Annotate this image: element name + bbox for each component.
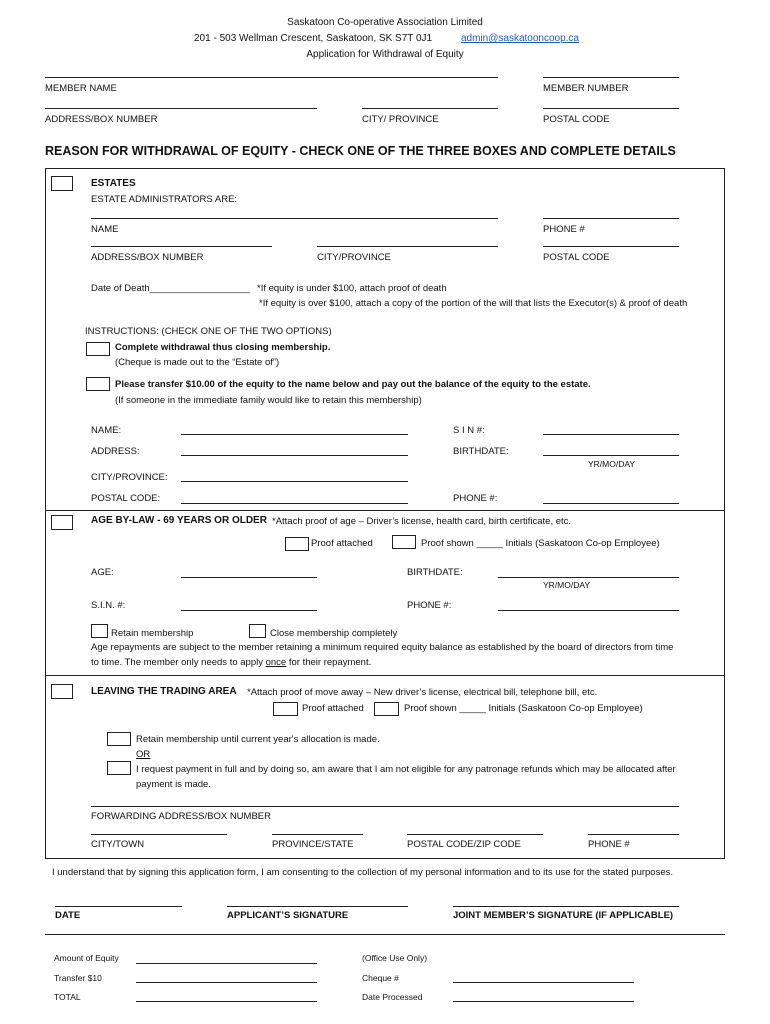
age-sin-line[interactable] [181, 610, 317, 611]
transfer-equity-sub: (If someone in the immediate family would like to retain this membership) [115, 395, 422, 406]
age-repayment-text-2: to time. The member only needs to apply once for their repayment. [91, 657, 372, 668]
cheque-number-label: Cheque # [362, 973, 399, 983]
age-line[interactable] [181, 577, 317, 578]
date-label: DATE [55, 910, 81, 921]
estates-postal-line[interactable] [543, 246, 679, 247]
forwarding-postal-label: POSTAL CODE/ZIP CODE [407, 839, 521, 850]
total-label: TOTAL [54, 992, 81, 1002]
leaving-proof-shown-label: Proof shown _____ Initials (Saskatoon Co-op Employee) [404, 703, 643, 714]
amount-of-equity-line[interactable] [136, 963, 317, 964]
transfer-10-line[interactable] [136, 982, 317, 983]
forwarding-phone-label: PHONE # [588, 839, 630, 850]
transfer-city-label: CITY/PROVINCE: [91, 472, 168, 483]
transfer-sin-line[interactable] [543, 434, 679, 435]
estates-phone-line[interactable] [543, 218, 679, 219]
member-name-label: MEMBER NAME [45, 83, 117, 94]
leaving-proof-attached-checkbox[interactable] [273, 702, 298, 716]
transfer-postal-label: POSTAL CODE: [91, 493, 161, 504]
date-of-death-field[interactable]: Date of Death___________________ [91, 283, 251, 294]
age-sin-label: S.I.N. #: [91, 600, 126, 611]
transfer-address-line[interactable] [181, 455, 408, 456]
estates-city-line[interactable] [317, 246, 498, 247]
estates-address-line[interactable] [91, 246, 272, 247]
forwarding-province-label: PROVINCE/STATE [272, 839, 354, 850]
age-bylaw-note: *Attach proof of age – Driver’s license, health card, birth certificate, etc. [272, 516, 572, 527]
transfer-sin-label: S I N #: [453, 425, 485, 436]
forwarding-city-line[interactable] [91, 834, 227, 835]
leaving-checkbox[interactable] [51, 684, 73, 699]
age-proof-shown-label: Proof shown _____ Initials (Saskatoon Co-op Employee) [421, 538, 660, 549]
transfer-postal-line[interactable] [181, 503, 408, 504]
leaving-retain-label: Retain membership until current year's allocation is made. [136, 734, 380, 745]
forwarding-city-label: CITY/TOWN [91, 839, 145, 850]
cheque-number-line[interactable] [453, 982, 634, 983]
amount-of-equity-label: Amount of Equity [54, 953, 119, 963]
transfer-name-line[interactable] [181, 434, 408, 435]
transfer-city-line[interactable] [181, 481, 408, 482]
reason-heading: REASON FOR WITHDRAWAL OF EQUITY - CHECK ONE OF THE THREE BOXES AND COMPLETE DETAILS [45, 144, 676, 158]
office-divider [45, 934, 725, 935]
proof-over-100-note: *If equity is over $100, attach a copy of the portion of the will that lists the Executor(s) & proof of death [259, 298, 688, 309]
transfer-equity-checkbox[interactable] [86, 377, 110, 391]
leaving-request-payment-checkbox[interactable] [107, 761, 131, 775]
forwarding-postal-line[interactable] [407, 834, 543, 835]
transfer-birthdate-line[interactable] [543, 455, 679, 456]
joint-signature-label: JOINT MEMBER’S SIGNATURE (IF APPLICABLE) [453, 910, 674, 921]
transfer-10-label: Transfer $10 [54, 973, 102, 983]
date-line[interactable] [55, 906, 182, 907]
leaving-or-label: OR [136, 749, 151, 760]
member-address-line[interactable] [45, 108, 317, 109]
org-address: 201 - 503 Wellman Crescent, Saskatoon, SK S7T 0J1 [194, 33, 433, 44]
estates-phone-label: PHONE # [543, 224, 585, 235]
age-proof-attached-label: Proof attached [311, 538, 373, 549]
office-use-only-label: (Office Use Only) [362, 953, 428, 963]
leaving-retain-checkbox[interactable] [107, 732, 131, 746]
complete-withdrawal-checkbox[interactable] [86, 342, 110, 356]
member-postal-label: POSTAL CODE [543, 114, 610, 125]
org-name: Saskatoon Co-operative Association Limited [287, 17, 483, 28]
estates-address-label: ADDRESS/BOX NUMBER [91, 252, 204, 263]
age-bylaw-title: AGE BY-LAW - 69 YEARS OR OLDER [91, 515, 267, 526]
transfer-birthdate-label: BIRTHDATE: [453, 446, 509, 457]
estates-admins-label: ESTATE ADMINISTRATORS ARE: [91, 194, 238, 205]
age-close-label: Close membership completely [270, 628, 398, 639]
consent-text: I understand that by signing this application form, I am consenting to the collection of my personal information and to its use for the stated purposes. [52, 867, 674, 878]
leaving-request-text-1: I request payment in full and by doing so, am aware that I am not eligible for any patronage refunds which may be allocated after [136, 764, 676, 775]
leaving-request-text-2: payment is made. [136, 779, 211, 790]
member-number-label: MEMBER NUMBER [543, 83, 629, 94]
member-city-line[interactable] [362, 108, 498, 109]
age-bylaw-checkbox[interactable] [51, 515, 73, 530]
form-title: Application for Withdrawal of Equity [306, 49, 464, 60]
estates-city-label: CITY/PROVINCE [317, 252, 391, 263]
joint-signature-line[interactable] [453, 906, 679, 907]
age-proof-attached-checkbox[interactable] [285, 537, 309, 551]
transfer-name-label: NAME: [91, 425, 122, 436]
instructions-label: INSTRUCTIONS: (CHECK ONE OF THE TWO OPTIONS) [85, 326, 332, 337]
age-phone-line[interactable] [498, 610, 679, 611]
date-processed-line[interactable] [453, 1001, 634, 1002]
age-proof-shown-checkbox[interactable] [392, 535, 416, 549]
leaving-proof-shown-checkbox[interactable] [374, 702, 399, 716]
member-address-label: ADDRESS/BOX NUMBER [45, 114, 158, 125]
transfer-address-label: ADDRESS: [91, 446, 140, 457]
member-postal-line[interactable] [543, 108, 679, 109]
org-email-link[interactable]: admin@saskatooncoop.ca [461, 33, 579, 44]
estates-name-line[interactable] [91, 218, 498, 219]
leaving-title: LEAVING THE TRADING AREA [91, 686, 237, 697]
age-birthdate-line[interactable] [498, 577, 679, 578]
estates-checkbox[interactable] [51, 176, 73, 191]
age-phone-label: PHONE #: [407, 600, 452, 611]
estates-postal-label: POSTAL CODE [543, 252, 610, 263]
age-retain-checkbox[interactable] [91, 624, 108, 638]
age-repayment-text-1: Age repayments are subject to the member retaining a minimum required equity balance as established by the board of directors from time [91, 642, 674, 653]
forwarding-phone-line[interactable] [588, 834, 679, 835]
proof-under-100-note: *If equity is under $100, attach proof of death [257, 283, 447, 294]
age-close-checkbox[interactable] [249, 624, 266, 638]
forwarding-province-line[interactable] [272, 834, 363, 835]
age-birthdate-label: BIRTHDATE: [407, 567, 463, 578]
member-city-label: CITY/ PROVINCE [362, 114, 439, 125]
forwarding-address-line[interactable] [91, 806, 679, 807]
transfer-phone-line[interactable] [543, 503, 679, 504]
member-number-line[interactable] [543, 77, 679, 78]
total-line[interactable] [136, 1001, 317, 1002]
estates-name-label: NAME [91, 224, 119, 235]
transfer-ymd-hint: YR/MO/DAY [588, 459, 636, 469]
complete-withdrawal-sub: (Cheque is made out to the “Estate of”) [115, 357, 280, 368]
age-retain-label: Retain membership [111, 628, 194, 639]
applicant-signature-line[interactable] [227, 906, 408, 907]
forwarding-address-label: FORWARDING ADDRESS/BOX NUMBER [91, 811, 271, 822]
transfer-phone-label: PHONE #: [453, 493, 498, 504]
leaving-note: *Attach proof of move away – New driver’s license, electrical bill, telephone bill, etc. [247, 687, 598, 698]
applicant-signature-label: APPLICANT’S SIGNATURE [227, 910, 349, 921]
complete-withdrawal-label: Complete withdrawal thus closing membership. [115, 342, 331, 353]
leaving-proof-attached-label: Proof attached [302, 703, 364, 714]
member-name-line[interactable] [45, 77, 498, 78]
estates-title: ESTATES [91, 178, 136, 189]
transfer-equity-label: Please transfer $10.00 of the equity to the name below and pay out the balance of the equity to the estate. [115, 379, 591, 390]
age-ymd-hint: YR/MO/DAY [543, 580, 591, 590]
date-processed-label: Date Processed [362, 992, 423, 1002]
age-label: AGE: [91, 567, 114, 578]
